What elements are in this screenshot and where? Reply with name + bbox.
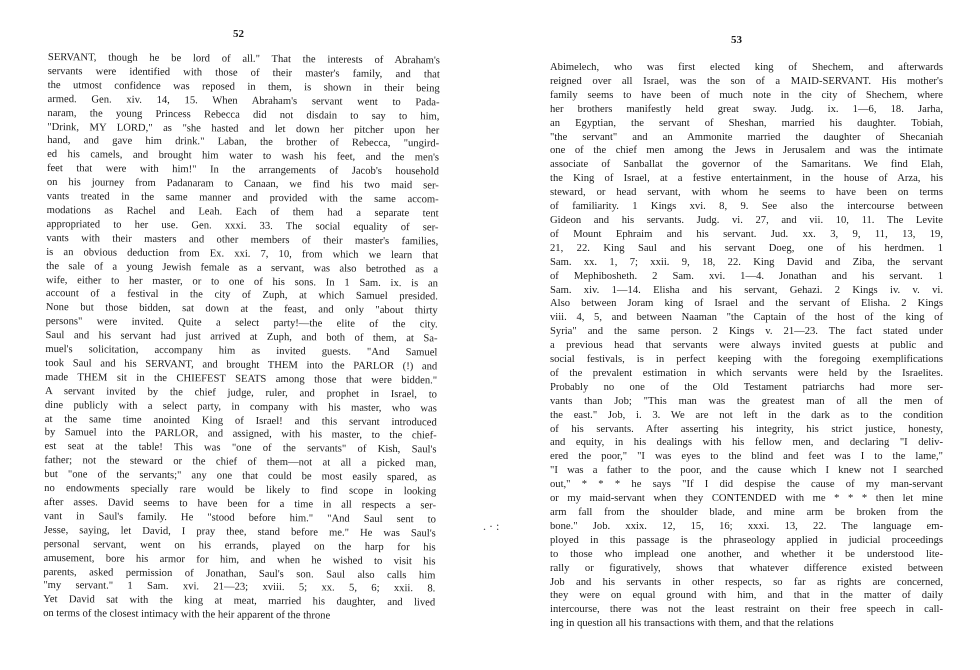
text-line: ed his camels, and brought him water to wash his feet, and the men's bbox=[47, 149, 440, 164]
text-line: SERVANT, though he be lord of all." That the interests of Abraham's bbox=[47, 51, 440, 67]
text-line: Sam. xx. 1, 7; xxii. 9, 18, 22. King David and Ziba, the servant bbox=[550, 256, 943, 268]
text-line: by Samuel into the PARLOR, and assigned, with his master, to the chief- bbox=[44, 427, 437, 442]
text-line: feet that were with him!" In the arrangements of Jacob's household bbox=[46, 163, 440, 178]
text-line: ing in question all his transactions with them, and that the relations bbox=[550, 618, 834, 630]
text-line: "I was a father to the poor, and the cause which I knew not I searched bbox=[550, 465, 943, 477]
text-line: on his journey from Padanaram to Canaan, we find his two maid ser- bbox=[46, 177, 439, 192]
text-line: viii. 4, 5, and between Naaman "the Captain of the host of the king of bbox=[550, 312, 943, 324]
text-line: her brothers manifestly held great sway. Judg. ix. 1—6, 18. Jarha, bbox=[550, 103, 943, 115]
text-line: wife, either to her master, or to one of his sons. In 1 Sam. ix. is an bbox=[45, 274, 439, 289]
text-line: after asses. David seems to have been for a time in all respects a ser- bbox=[44, 496, 437, 512]
right-page bbox=[490, 0, 980, 670]
text-line: A servant invited by the chief judge, ruler, and prophet in Israel, to bbox=[44, 385, 438, 401]
text-line: vants treated in the same manner and provided with the same accom- bbox=[46, 191, 439, 206]
text-line: armed. Gen. xiv. 14, 15. When Abraham's servant went to Pada- bbox=[47, 93, 440, 109]
text-line: and equity, in his dealings with his fellow men, and declaring "I deliv- bbox=[550, 437, 943, 449]
text-line: associate of Sanballat the governor of the Samaritans. We find Elah, bbox=[550, 159, 943, 171]
text-line: ployed in this passage is the phraseology applied in judicial proceedings bbox=[550, 534, 943, 546]
text-line: vants with their masters and other members of their master's families, bbox=[46, 232, 439, 248]
text-line: at the same time anointed King of Israel! and this servant introduced bbox=[44, 413, 437, 428]
text-line: vant in Saul's family. He "stood before him." "And Saul sent to bbox=[43, 510, 436, 526]
text-line: of familiarity. 1 Kings xvi. 8, 9. See also the intercourse between bbox=[550, 201, 943, 213]
text-line: account of a festival in the city of Zuph, at which Samuel presided. bbox=[45, 288, 438, 303]
text-line: est seat at the table! This was "one of the servants" of Kish, Saul's bbox=[44, 441, 437, 456]
text-line: ered the poor," "I was eyes to the blind and feet was I to the lame," bbox=[550, 451, 943, 463]
text-line: on terms of the closest intimacy with the heir apparent of the throne bbox=[43, 608, 331, 622]
text-line: appropriated to her use. Gen. xxxi. 33. The social equality of ser- bbox=[46, 218, 439, 234]
text-line: "the servant" and an Ammonite married the daughter of Shecaniah bbox=[550, 131, 943, 143]
gutter-marks: . · : bbox=[483, 519, 500, 533]
text-line: reigned over all Israel, was the son of a MAID-SERVANT. His mother's bbox=[550, 75, 943, 87]
text-line: Jesse, saying, let David, I pray thee, stand before me." He was Saul's bbox=[43, 524, 436, 540]
text-line: the utmost confidence was reposed in them, is shown in their being bbox=[47, 79, 440, 95]
text-line: Saul and his servant had just arrived at Zuph, and both of them, at Sa- bbox=[45, 330, 438, 345]
text-line: Abimelech, who was first elected king of Shechem, and afterwards bbox=[550, 62, 943, 73]
text-line: Job and his servants in other respects, so far as rights are concerned, bbox=[550, 576, 943, 588]
text-line: bone." Job. xxix. 12, 15, 16; xxxi. 13, 22. The language em- bbox=[550, 520, 943, 532]
text-line: None but those bidden, sat down at the feast, and only "about thirty bbox=[45, 302, 438, 317]
text-line: but "one of the servants;" any one that could be most easily spared, as bbox=[44, 469, 437, 484]
text-line: 21, 22. King Saul and his servant Doeg, one of his herdmen. 1 bbox=[550, 242, 943, 254]
text-line: "my servant." 1 Sam. xvi. 21—23; xviii. 5; xx. 5, 6; xxii. 8. bbox=[43, 580, 436, 595]
text-line: of his servants. After asserting his integrity, his strict justice, honesty, bbox=[550, 423, 943, 435]
text-line: of the prevalent estimation in which servants were held by the Israelites. bbox=[550, 367, 943, 379]
text-line: Sam. xiv. 1—14. Elisha and his servant, Gehazi. 2 Kings iv. v. vi. bbox=[550, 284, 943, 296]
text-line: made THEM sit in the CHIEFEST SEATS among those that were bidden." bbox=[45, 371, 438, 387]
text-line: took Saul and his SERVANT, and brought THEM into the PARLOR (!) and bbox=[45, 357, 438, 373]
text-line: modations as Rachel and Leah. Each of them had a separate tent bbox=[46, 204, 439, 220]
text-line: a previous head that servants were always invited guests at public and bbox=[550, 340, 943, 352]
text-line: Syria" and the same person. 2 Kings v. 21—23. The fact stated under bbox=[550, 326, 943, 338]
text-line: out," * * * he says "If I did despise the cause of my man-servant bbox=[550, 479, 943, 491]
text-line: arm fall from the shoulder blade, and mine arm be broken from the bbox=[550, 507, 943, 518]
text-line: steward, or head servant, with whom he seems to have been on terms bbox=[550, 187, 943, 199]
text-line: they were on equal ground with him, and that in the matter of daily bbox=[550, 590, 943, 602]
text-line: servants were identified with those of their master's family, and that bbox=[47, 65, 440, 81]
text-line: no endowments specially rare would be likely to find scope in looking bbox=[44, 483, 437, 498]
text-line: of Mephibosheth. 2 Sam. xvi. 1—4. Jonathan and his servant. 1 bbox=[550, 270, 943, 282]
text-line: father; not the steward or the chief of them—not at all a picked man, bbox=[44, 455, 437, 470]
text-line: is an obvious deduction from Ex. xxi. 7, 10, from which we learn that bbox=[46, 246, 439, 262]
text-line: dine publicly with a select party, in company with his master, who was bbox=[44, 399, 437, 415]
text-line: or my maid-servant when they CONTENDED with me * * * then let mine bbox=[550, 493, 943, 505]
right-page-number: 53 bbox=[731, 34, 742, 46]
text-line: rally or figuratively, shows that whatever difference existed between bbox=[550, 562, 943, 574]
left-page-text bbox=[43, 51, 440, 625]
text-line: an Egyptian, the servant of Sheshan, married his daughter. Tobiah, bbox=[550, 117, 943, 129]
text-line: personal servant, went on his errands, played on the harp for his bbox=[43, 538, 436, 554]
text-line: Also between Joram king of Israel and the servant of Elisha. 2 Kings bbox=[550, 298, 943, 310]
text-line: muel's solicitation, accompany him as invited guests. "And Samuel bbox=[45, 344, 438, 359]
text-line: intercourse, there was not the least restraint on their free speech in call- bbox=[550, 604, 943, 616]
text-line: naram, the young Princess Rebecca did not disdain to say to him, bbox=[47, 107, 440, 123]
text-line: to those who implead one another, and whether it be understood lite- bbox=[550, 548, 943, 560]
text-line: social festivals, is in perfect keeping with the foregoing exemplifications bbox=[550, 354, 943, 366]
text-line: "Drink, MY LORD," as "she hasted and let down her pitcher upon her bbox=[47, 121, 440, 136]
text-line: the King of Israel, at a festive entertainment, in the house of Arza, his bbox=[550, 173, 943, 185]
text-line: parents, asked permission of Jonathan, Saul's son. Saul also calls him bbox=[43, 566, 436, 581]
text-line: Gideon and his servants. Judg. vi. 27, and vii. 10, 11. The Levite bbox=[550, 214, 943, 226]
text-line: persons" were invited. Quite a select party!—the elite of the city. bbox=[45, 316, 438, 331]
text-line: Yet David sat with the king at meat, married his daughter, and lived bbox=[43, 594, 436, 609]
left-page-number: 52 bbox=[233, 28, 244, 40]
text-line: amusement, bore his armor for him, and when he wished to visit his bbox=[43, 552, 436, 568]
text-line: of Mount Ephraim and his servant. Jud. xx. 3, 9, 11, 13, 19, bbox=[550, 228, 943, 240]
text-line: the sale of a young Jewish female as a servant, was also betrothed as a bbox=[46, 260, 439, 276]
text-line: Probably no one of the Old Testament patriarchs had more ser- bbox=[550, 381, 943, 393]
right-page-text bbox=[550, 61, 943, 631]
text-line: family seems to have been of much note in the city of Shechem, where bbox=[550, 89, 943, 101]
text-line: hand, and gave him drink." Laban, the brother of Rebecca, "ungird- bbox=[47, 135, 440, 150]
text-line: the east." Job, i. 3. We are not left in the dark as to the condition bbox=[550, 409, 943, 421]
text-line: vants than Job; "This man was the greatest man of all the men of bbox=[550, 395, 943, 407]
text-line: one of the chief men among the Jews in Jerusalem and was the intimate bbox=[550, 145, 943, 157]
